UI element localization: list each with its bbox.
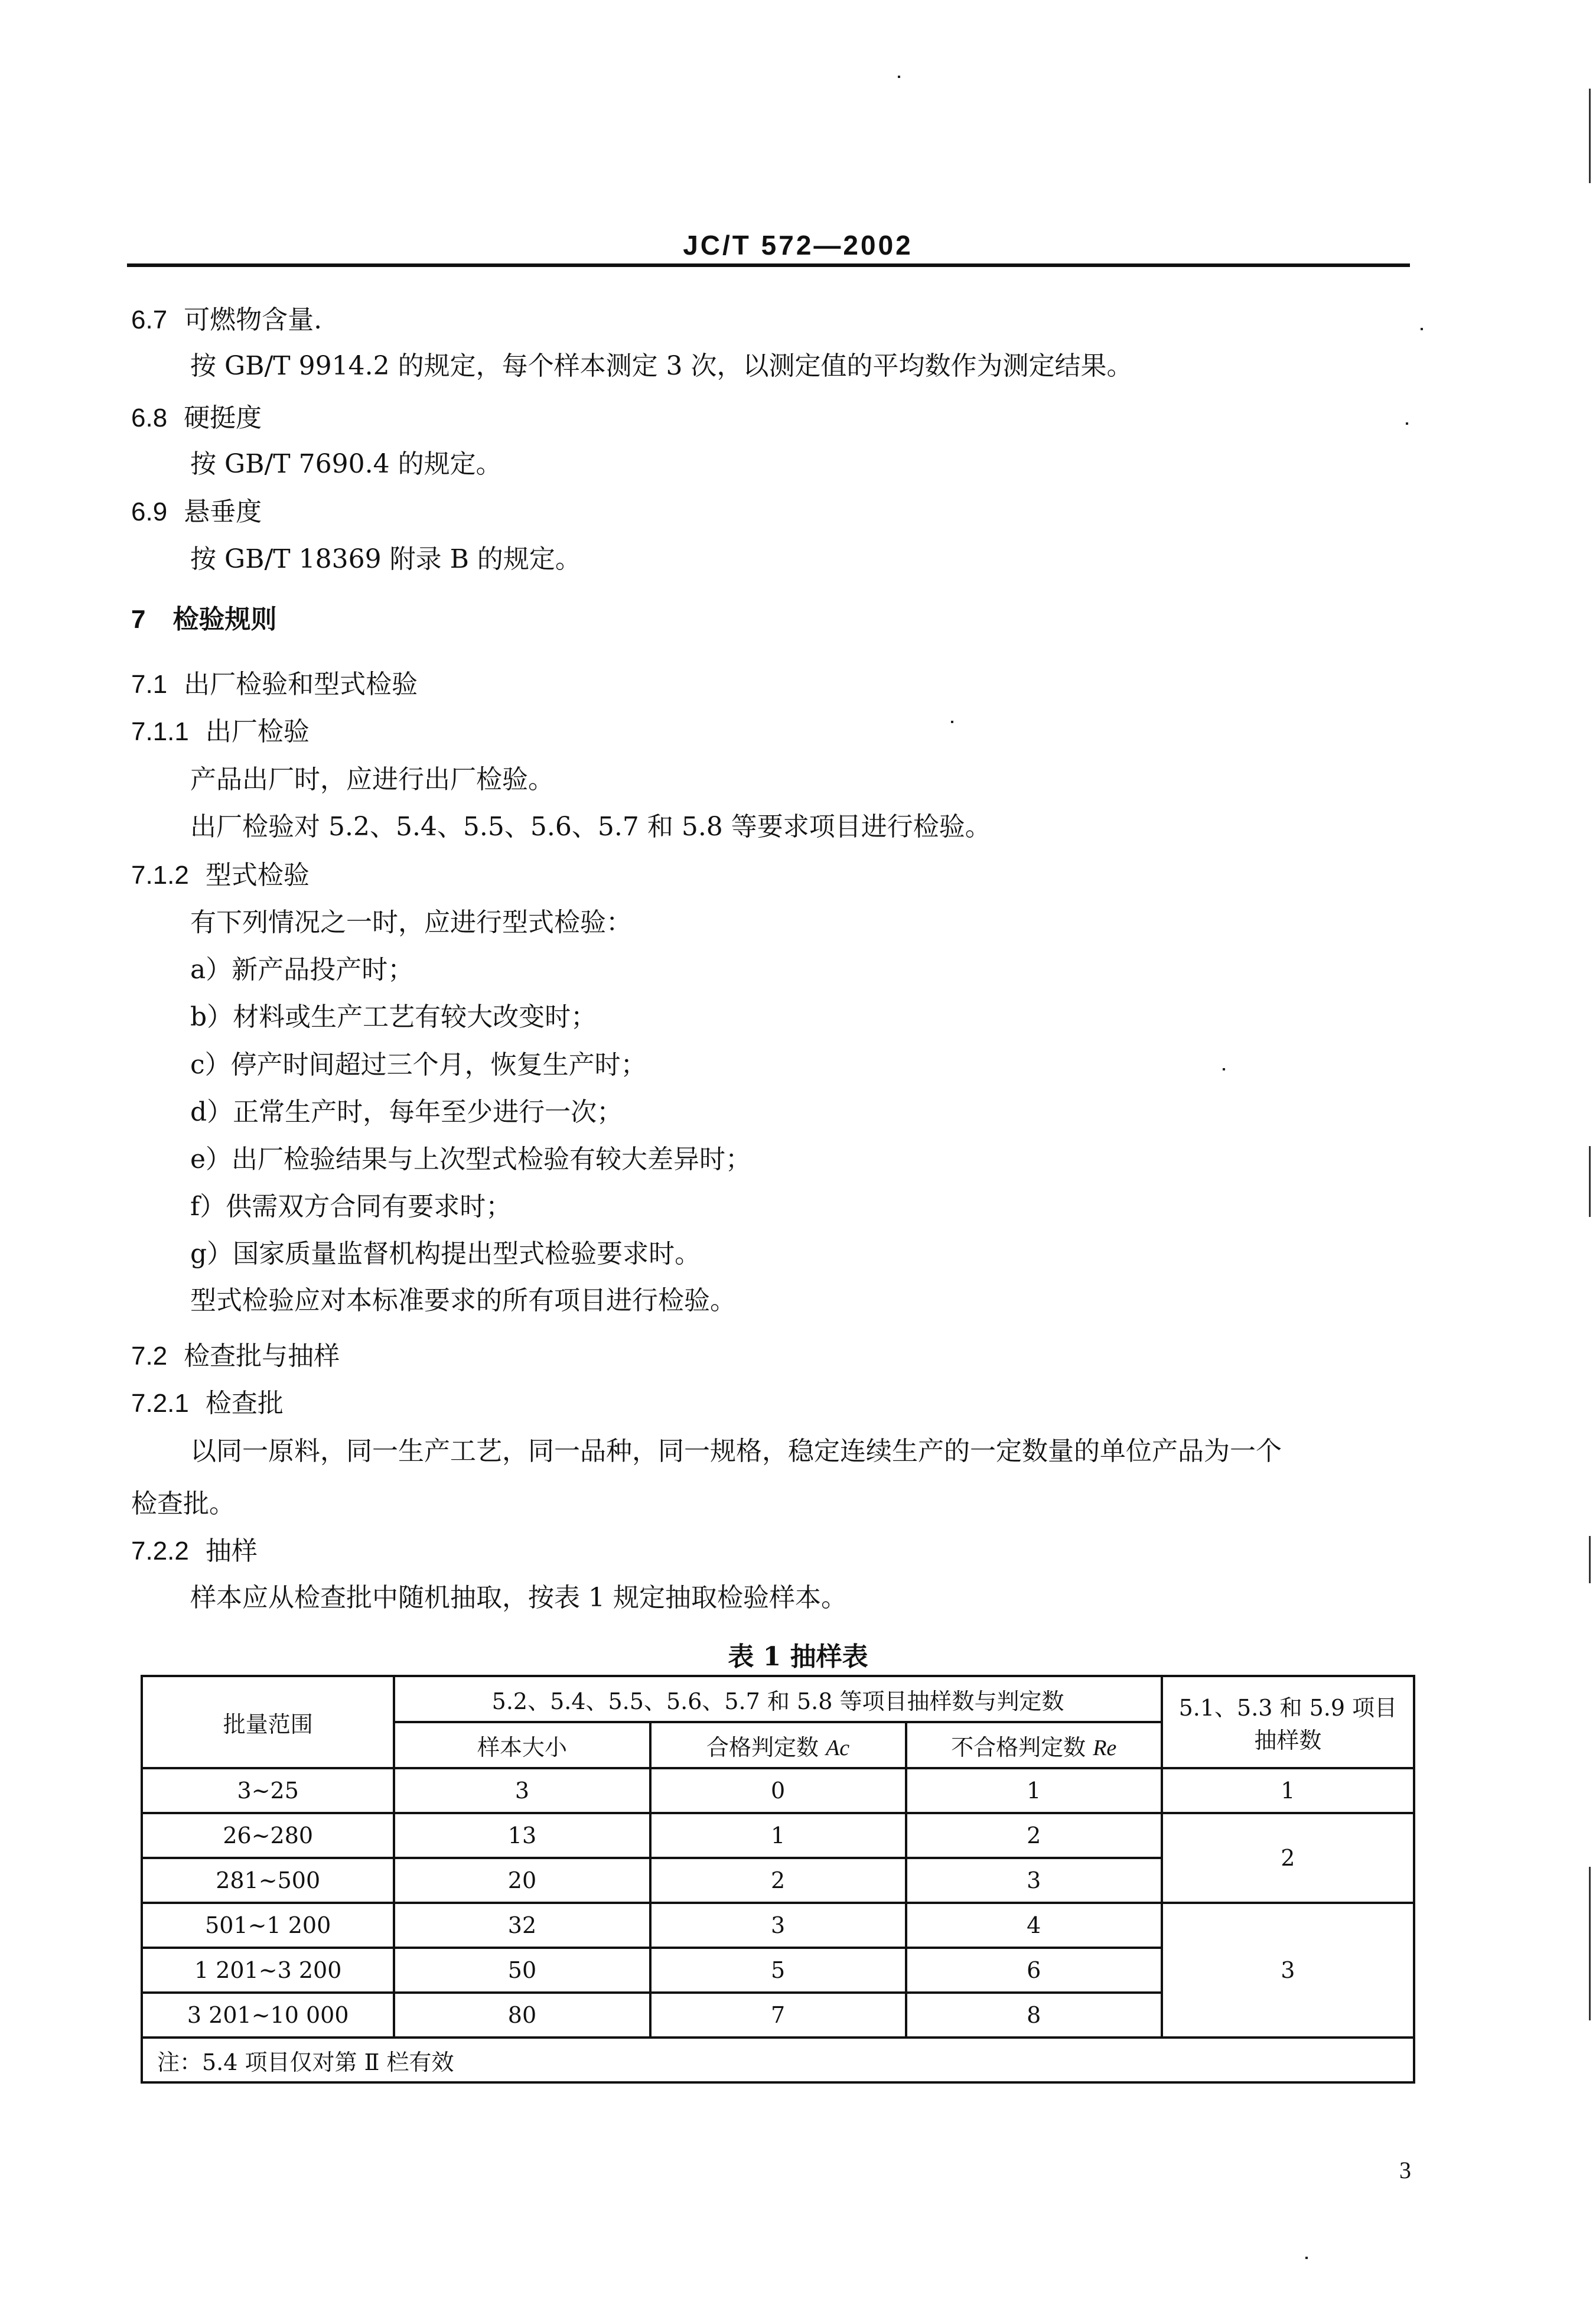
- table-caption: 表 1 抽样表: [728, 1642, 868, 1672]
- cell-re: 1: [906, 1768, 1162, 1813]
- section-body-6-8: 按 GB/T 7690.4 的规定。: [190, 449, 502, 479]
- cell-re: 8: [906, 1993, 1162, 2038]
- cell-ac: 1: [650, 1813, 906, 1858]
- list-item-c: c）停产时间超过三个月，恢复生产时；: [190, 1050, 647, 1080]
- list-item-b: b）材料或生产工艺有较大改变时；: [190, 1002, 597, 1032]
- section-body-7-2-2: 样本应从检查批中随机抽取，按表 1 规定抽取检验样本。: [190, 1583, 847, 1613]
- scan-speck: [898, 76, 900, 78]
- cell-other: 3: [1162, 1903, 1414, 2038]
- list-item-a: a）新产品投产时；: [190, 955, 414, 985]
- scan-edge-mark: [1589, 89, 1591, 183]
- table-note: 注：5.4 项目仅对第 Ⅱ 栏有效: [142, 2038, 1414, 2082]
- scan-speck: [1305, 2257, 1308, 2259]
- section-heading-6-7: 6.7 可燃物含量.: [131, 305, 323, 335]
- header-ac: 合格判定数 Ac: [650, 1722, 906, 1768]
- section-heading-6-8: 6.8 硬挺度: [131, 403, 262, 433]
- cell-sample: 20: [394, 1858, 650, 1903]
- section-body-7-2-1-line1: 以同一原料，同一生产工艺，同一品种，同一规格，稳定连续生产的一定数量的单位产品为一个: [190, 1436, 1282, 1466]
- cell-sample: 80: [394, 1993, 650, 2038]
- section-heading-6-9: 6.9 悬垂度: [131, 497, 262, 527]
- cell-ac: 0: [650, 1768, 906, 1813]
- section-body-6-9: 按 GB/T 18369 附录 B 的规定。: [190, 544, 581, 574]
- section-body-7-1-1-line2: 出厂检验对 5.2、5.4、5.5、5.6、5.7 和 5.8 等要求项目进行检验。: [190, 812, 991, 842]
- cell-re: 3: [906, 1858, 1162, 1903]
- scan-speck: [1406, 422, 1408, 425]
- cell-sample: 13: [394, 1813, 650, 1858]
- page-number: 3: [1399, 2157, 1411, 2183]
- section-heading-7-1-1: 7.1.1 出厂检验: [131, 717, 310, 747]
- header-re: 不合格判定数 Re: [906, 1722, 1162, 1768]
- table-row: [142, 1813, 1414, 1858]
- section-body-7-2-1-line2: 检查批。: [131, 1489, 235, 1519]
- cell-sample: 32: [394, 1903, 650, 1948]
- section-heading-7-2-2: 7.2.2 抽样: [131, 1536, 258, 1566]
- type-test-scope: 型式检验应对本标准要求的所有项目进行检验。: [190, 1285, 736, 1316]
- scan-edge-mark: [1589, 1146, 1591, 1217]
- cell-ac: 7: [650, 1993, 906, 2038]
- cell-re: 6: [906, 1948, 1162, 1993]
- cell-ac: 3: [650, 1903, 906, 1948]
- header-other-items: 5.1、5.3 和 5.9 项目 抽样数: [1162, 1676, 1414, 1768]
- header-group: 5.2、5.4、5.5、5.6、5.7 和 5.8 等项目抽样数与判定数: [394, 1676, 1161, 1722]
- type-test-intro: 有下列情况之一时，应进行型式检验：: [190, 907, 632, 938]
- sampling-table: [141, 1675, 1415, 2084]
- section-body-7-1-1-line1: 产品出厂时，应进行出厂检验。: [190, 764, 554, 795]
- cell-sample: 3: [394, 1768, 650, 1813]
- list-item-e: e）出厂检验结果与上次型式检验有较大差异时；: [190, 1144, 752, 1174]
- section-heading-7-1-2: 7.1.2 型式检验: [131, 860, 310, 890]
- cell-other: 1: [1162, 1768, 1414, 1813]
- cell-other: 2: [1162, 1813, 1414, 1903]
- standard-code-header: JC/T 572—2002: [683, 230, 913, 261]
- scan-speck: [951, 721, 953, 723]
- table-row: [142, 1903, 1414, 1948]
- chapter-heading-7: 7 检验规则: [131, 604, 277, 634]
- cell-batch: 1 201~3 200: [142, 1948, 394, 1993]
- header-batch-range: 批量范围: [142, 1676, 394, 1768]
- scan-edge-mark: [1589, 1536, 1591, 1583]
- table-row: [142, 1768, 1414, 1813]
- list-item-f: f）供需双方合同有要求时；: [190, 1192, 512, 1222]
- cell-re: 4: [906, 1903, 1162, 1948]
- cell-batch: 501~1 200: [142, 1903, 394, 1948]
- list-item-g: g）国家质量监督机构提出型式检验要求时。: [190, 1239, 701, 1269]
- cell-batch: 26~280: [142, 1813, 394, 1858]
- cell-re: 2: [906, 1813, 1162, 1858]
- section-body-6-7: 按 GB/T 9914.2 的规定，每个样本测定 3 次，以测定值的平均数作为测定结果。: [190, 351, 1133, 381]
- cell-ac: 5: [650, 1948, 906, 1993]
- scan-edge-mark: [1589, 1867, 1591, 2020]
- scan-speck: [1421, 328, 1423, 330]
- list-item-d: d）正常生产时，每年至少进行一次；: [190, 1097, 623, 1127]
- header-sample-size: 样本大小: [394, 1722, 650, 1768]
- section-heading-7-2-1: 7.2.1 检查批: [131, 1388, 284, 1418]
- scan-speck: [1223, 1068, 1225, 1070]
- cell-sample: 50: [394, 1948, 650, 1993]
- header-rule: [127, 263, 1410, 267]
- cell-batch: 3 201~10 000: [142, 1993, 394, 2038]
- section-heading-7-1: 7.1 出厂检验和型式检验: [131, 669, 418, 699]
- cell-batch: 3~25: [142, 1768, 394, 1813]
- section-heading-7-2: 7.2 检查批与抽样: [131, 1341, 340, 1371]
- cell-ac: 2: [650, 1858, 906, 1903]
- cell-batch: 281~500: [142, 1858, 394, 1903]
